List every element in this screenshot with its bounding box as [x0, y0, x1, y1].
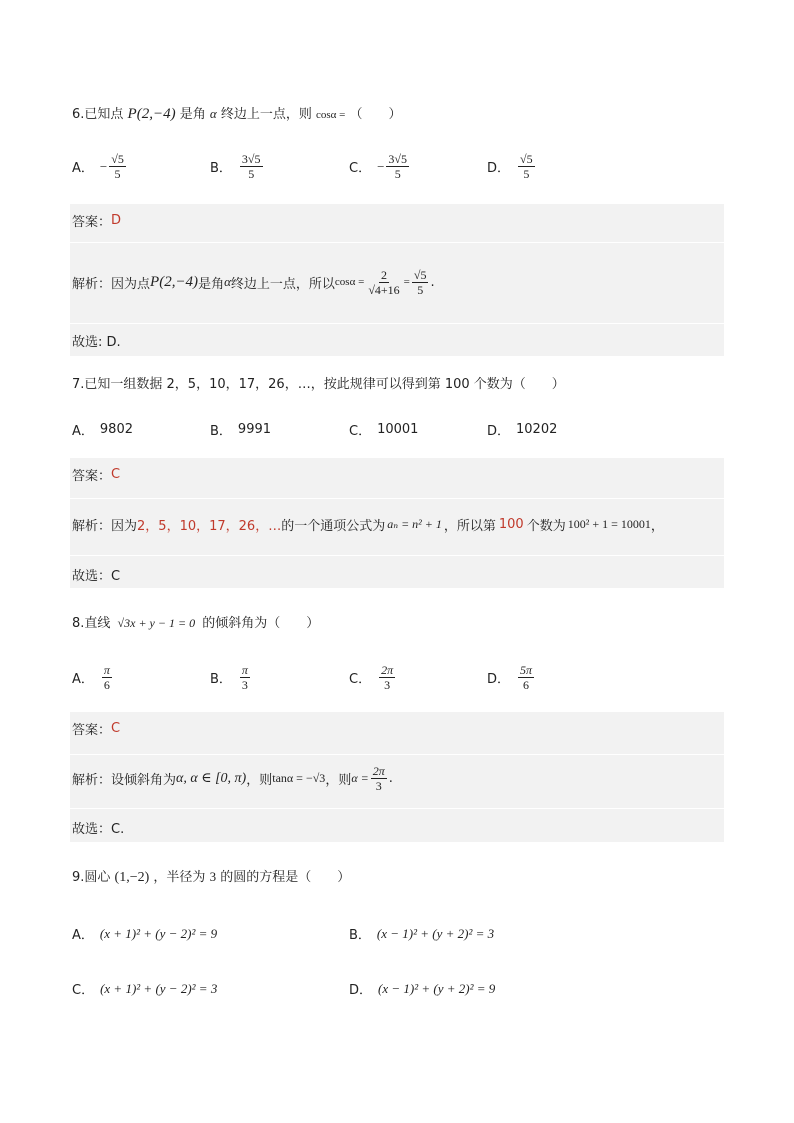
q9-option-d[interactable]: [349, 979, 495, 998]
option-equation: (x − 1)² + (y + 2)² = 9: [378, 980, 496, 996]
q9-center: (1,−2): [114, 870, 150, 885]
q9-stem-mid: ，半径为: [153, 870, 206, 885]
option-label: A．: [72, 161, 94, 176]
q6-point: P(2,−4): [127, 106, 176, 122]
explain-alpha: α: [224, 274, 231, 289]
q6-option-a[interactable]: [72, 152, 128, 181]
explain-n: 100: [498, 516, 524, 532]
q6-option-d[interactable]: [487, 152, 537, 181]
fraction-denominator: 3: [241, 678, 248, 692]
option-equation: (x − 1)² + (y + 2)² = 3: [376, 925, 495, 941]
q8-stem-suffix: 的倾斜角为（ ）: [202, 616, 320, 631]
explain-label: 解析：: [72, 276, 112, 292]
fraction-denominator: 5: [417, 282, 424, 297]
explain-text: 是角: [198, 276, 225, 292]
q8-answer: [72, 719, 120, 737]
explain-point: P(2,−4): [150, 273, 199, 290]
explain-label: 解析：: [72, 518, 112, 534]
option-value: 9802: [99, 422, 133, 437]
explain-end: ，: [650, 518, 664, 534]
fraction-numerator: √5: [111, 152, 124, 166]
q6-option-c[interactable]: [349, 152, 411, 181]
option-label: C．: [349, 161, 372, 176]
q6-answer: [72, 211, 121, 229]
separator: [70, 555, 724, 556]
explain-fraction: [412, 268, 429, 297]
fraction-numerator: 5π: [520, 663, 533, 677]
q6-paren: （ ）: [349, 107, 402, 122]
fraction-denominator: 5: [394, 167, 401, 181]
q7-stem: 7.已知一组数据 2，5，10，17，26，…，按此规律可以得到第 100 个数为（ ）: [72, 377, 565, 392]
q9-option-c[interactable]: [72, 979, 217, 998]
answer-label: 答案：: [72, 468, 112, 484]
fraction-denominator: √4+16: [368, 282, 400, 297]
q7-option-b[interactable]: [210, 420, 271, 439]
fraction-denominator: 5: [523, 167, 530, 181]
explain-text: 终边上一点，所以: [230, 276, 335, 292]
q6-explanation: [72, 262, 435, 302]
option-fraction: [379, 663, 395, 692]
q7-explanation: [72, 514, 664, 534]
answer-value: C: [111, 466, 121, 482]
explain-text: ，则: [325, 772, 352, 788]
q6-stem-mid: 是角: [179, 107, 206, 122]
fraction-numerator: 3√5: [388, 152, 408, 166]
q7-option-d[interactable]: [487, 420, 557, 439]
fraction-denominator: 5: [114, 167, 121, 181]
q8-stem-prefix: 8.直线: [72, 616, 111, 631]
option-label: D．: [487, 672, 511, 687]
option-fraction: [240, 663, 250, 692]
option-label: D．: [487, 161, 511, 176]
q9-stem-prefix: 9.圆心: [72, 870, 111, 885]
option-value: 10001: [377, 422, 419, 437]
explain-text: ，所以第: [443, 518, 496, 534]
answer-label: 答案：: [72, 722, 112, 738]
q9-option-b[interactable]: [349, 924, 494, 943]
fraction-numerator: 3√5: [241, 152, 261, 166]
q8-equation: √3x + y − 1 = 0: [117, 616, 196, 630]
explain-fraction: [371, 764, 387, 793]
fraction-numerator: π: [103, 663, 110, 677]
explain-end: .: [430, 274, 435, 290]
option-fraction: [518, 663, 534, 692]
option-value: 9991: [237, 422, 272, 437]
q7-option-a[interactable]: [72, 420, 133, 439]
option-label: A．: [72, 928, 94, 943]
choose-text: 故选：C: [72, 568, 121, 584]
option-equation: (x + 1)² + (y − 2)² = 9: [99, 925, 218, 941]
fraction-numerator: 2: [380, 267, 387, 282]
q8-option-a[interactable]: [72, 663, 114, 692]
separator: [70, 808, 724, 809]
explain-range: α, α ∈ [0, π): [176, 770, 247, 786]
q8-option-b[interactable]: [210, 663, 252, 692]
explain-end: .: [388, 770, 393, 786]
answer-value: D: [111, 212, 122, 228]
q6-choose: [72, 331, 121, 349]
option-label: A．: [72, 424, 94, 439]
separator: [70, 242, 724, 243]
question-9-stem: [72, 868, 350, 887]
explain-alpha: α =: [351, 770, 369, 785]
separator: [70, 498, 724, 499]
q8-choose: [72, 818, 124, 836]
q8-option-c[interactable]: [349, 663, 397, 692]
explain-cos: cosα =: [334, 276, 365, 288]
explain-text: 设倾斜角为: [111, 772, 177, 788]
choose-text: 故选: D.: [72, 334, 121, 350]
q8-option-d[interactable]: [487, 663, 536, 692]
option-label: B．: [210, 672, 232, 687]
q6-stem-mid2: 终边上一点，则: [220, 107, 312, 122]
explain-text: 因为点: [111, 276, 151, 292]
option-label: C．: [349, 672, 372, 687]
fraction-numerator: π: [241, 663, 248, 677]
q6-option-b[interactable]: [210, 152, 265, 181]
equals-sign: =: [403, 276, 410, 288]
explain-fraction: [366, 268, 401, 297]
fraction-numerator: √5: [413, 267, 427, 282]
option-label: C．: [349, 424, 372, 439]
explain-result: 100² + 1 = 10001: [567, 516, 651, 531]
option-fraction: [518, 152, 535, 181]
q8-explanation: [72, 760, 393, 796]
fraction-numerator: 2π: [381, 663, 394, 677]
fraction-denominator: 6: [523, 678, 530, 692]
fraction-denominator: 3: [384, 678, 391, 692]
question-8-stem: [72, 614, 319, 633]
fraction-denominator: 6: [103, 678, 110, 692]
explain-text: 的一个通项公式为: [281, 518, 386, 534]
choose-text: 故选：C.: [72, 821, 125, 837]
option-sign: −: [377, 158, 385, 174]
explain-text: ，则: [246, 772, 273, 788]
answer-label: 答案：: [72, 214, 112, 230]
q9-stem-suffix: 的圆的方程是（ ）: [220, 870, 351, 885]
q9-option-a[interactable]: [72, 924, 217, 943]
separator: [70, 754, 724, 755]
option-label: D．: [349, 983, 373, 998]
option-label: B．: [349, 928, 371, 943]
option-fraction: [109, 152, 126, 181]
question-6-stem: [72, 105, 402, 124]
q7-choose: [72, 565, 120, 583]
q9-radius: 3: [209, 869, 217, 884]
option-fraction: [102, 663, 112, 692]
q7-answer: [72, 465, 120, 483]
fraction-denominator: 5: [248, 167, 255, 181]
explain-label: 解析：: [72, 772, 112, 788]
separator: [70, 323, 724, 324]
explain-text: 因为: [111, 518, 138, 534]
explain-tan: tanα = −√3: [272, 770, 326, 785]
q6-stem-prefix: 6.已知点: [72, 107, 124, 122]
option-label: B．: [210, 161, 232, 176]
option-label: A．: [72, 672, 94, 687]
fraction-denominator: 3: [375, 778, 382, 793]
option-fraction: [386, 152, 409, 181]
option-label: D．: [487, 424, 511, 439]
question-7-stem: [72, 376, 565, 394]
fraction-numerator: √5: [520, 152, 533, 166]
explain-sequence: 2，5，10，17，26，…: [137, 518, 282, 534]
option-sign: −: [99, 158, 108, 174]
option-fraction: [240, 152, 263, 181]
explain-text: 个数为: [526, 518, 566, 534]
explain-formula: aₙ = n² + 1: [387, 516, 442, 531]
q7-option-c[interactable]: [349, 420, 418, 439]
option-label: B．: [210, 424, 232, 439]
answer-value: C: [111, 720, 121, 736]
q6-cos: cosα =: [316, 109, 346, 121]
option-label: C．: [72, 983, 95, 998]
option-equation: (x + 1)² + (y − 2)² = 3: [100, 980, 218, 996]
fraction-numerator: 2π: [372, 763, 385, 778]
option-value: 10202: [516, 422, 558, 437]
q6-alpha: α: [209, 106, 217, 121]
